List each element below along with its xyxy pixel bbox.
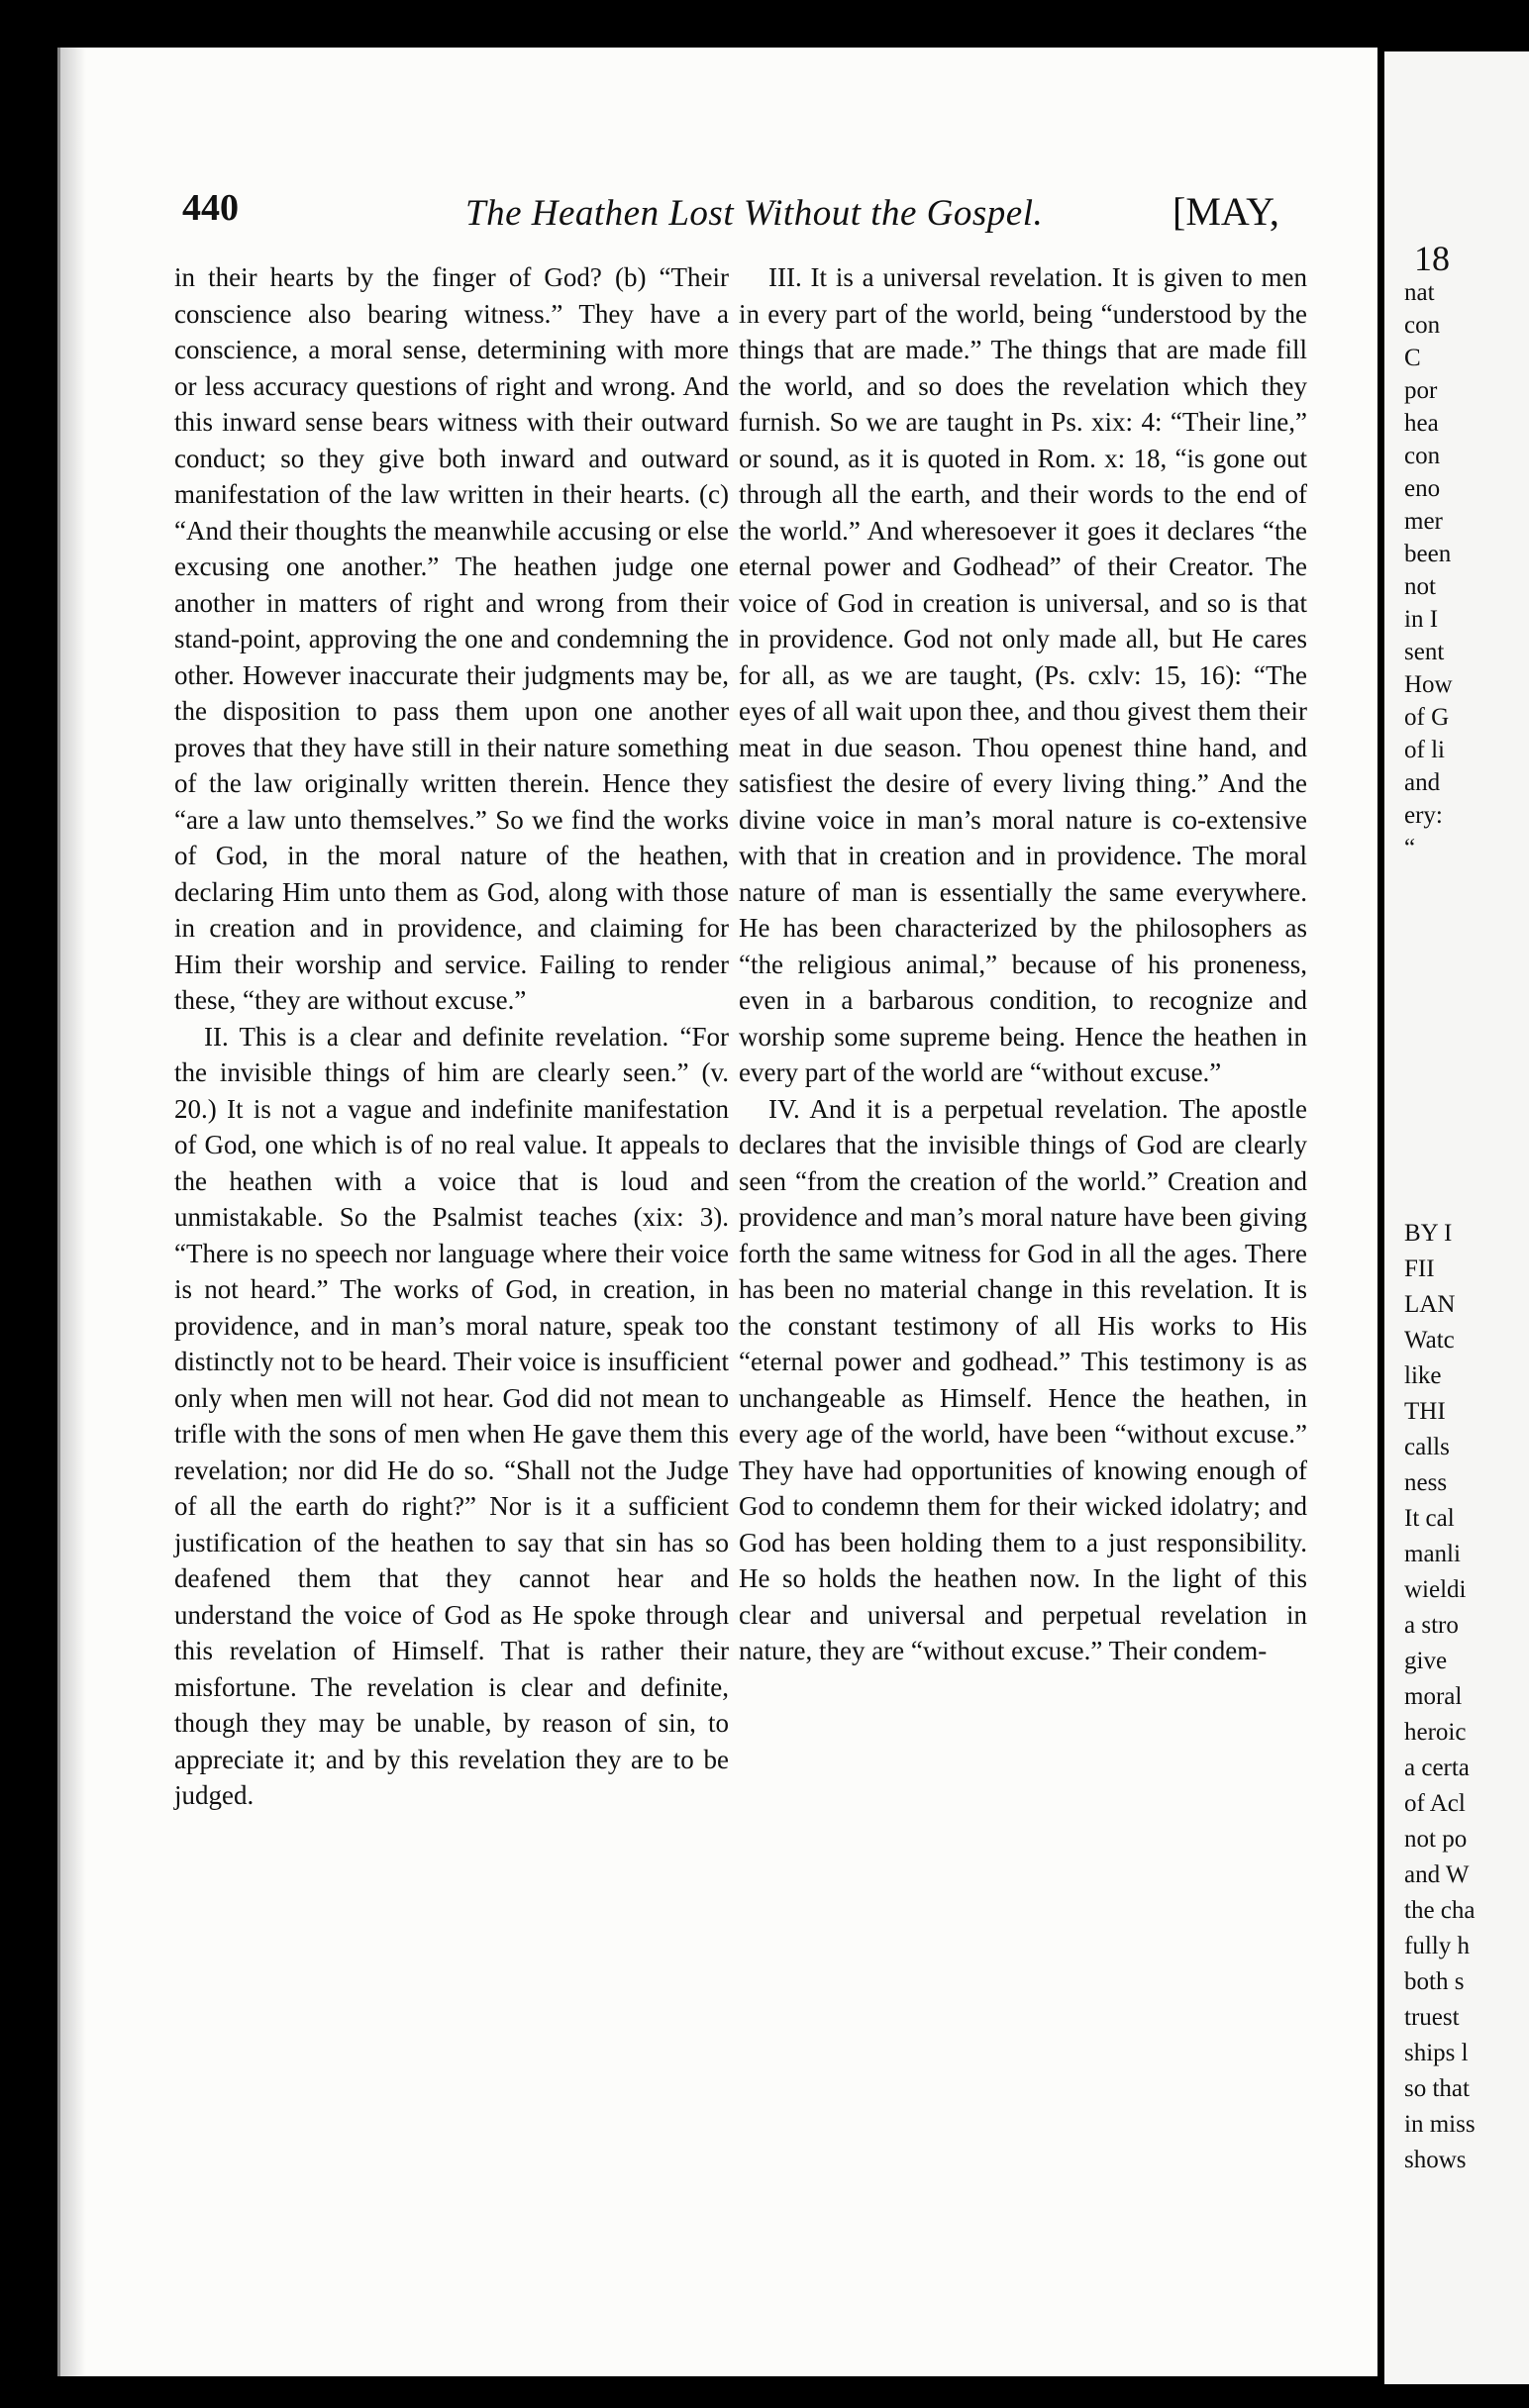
facing-page-line: nat (1404, 279, 1435, 306)
facing-page-line: Watc (1404, 1327, 1455, 1354)
facing-page-line: hea (1404, 410, 1439, 437)
facing-page-line: ships l (1404, 2040, 1469, 2066)
facing-page-line: a stro (1404, 1612, 1459, 1639)
facing-page-line: and (1404, 769, 1441, 796)
left-column (174, 259, 729, 1814)
paragraph: in their hearts by the finger of God? (b) “Their conscience also bearing witness.” They have a conscience, a moral sense, determining with more or less accuracy questions of right and wrong. And this inward sense bears witness with their outward conduct; so they give both inward and outward manifestation of the law written in their hearts. (c) “And their thoughts the meanwhile accusing or else excusing one another.” The heathen judge one another in matters of right and wrong from their stand-point, approving the one and condemning the other. However inaccurate their judgments may be, the disposition to pass them upon one another proves that they have still in their nature something of the law originally written therein. Hence they “are a law unto themselves.” So we find the works of God, in the moral nature of the heathen, declaring Him unto them as God, along with those in creation and in providence, and claiming for Him their worship and service. Failing to render these, “they are without excuse.” (174, 262, 729, 1015)
running-title: The Heathen Lost Without the Gospel. (465, 193, 1044, 234)
facing-page-line: manli (1404, 1541, 1461, 1567)
facing-page-line: eno (1404, 475, 1441, 502)
page-number: 440 (182, 187, 239, 229)
facing-page-line: truest (1404, 2004, 1460, 2031)
facing-page-line: been (1404, 541, 1452, 567)
facing-page-line: of G (1404, 704, 1450, 731)
facing-page-line: give (1404, 1648, 1448, 1674)
facing-page-line: calls (1404, 1434, 1450, 1460)
facing-page-line: It cal (1404, 1505, 1455, 1532)
facing-page-line: heroic (1404, 1719, 1467, 1746)
page-gutter-shadow (60, 48, 86, 2376)
right-column (739, 259, 1307, 1669)
facing-page-line: “ (1404, 835, 1416, 861)
facing-page-line: LAN (1404, 1291, 1456, 1318)
running-month: [MAY, (1172, 189, 1279, 234)
facing-page-line: por (1404, 377, 1438, 404)
facing-page-line: of Acl (1404, 1790, 1466, 1817)
facing-page-line: like (1404, 1362, 1442, 1389)
facing-page-line: both s (1404, 1968, 1465, 1995)
facing-page-line: C (1404, 345, 1421, 371)
facing-page-line: the cha (1404, 1897, 1476, 1924)
facing-page-header: 18 (1414, 239, 1450, 278)
facing-page-line: sent (1404, 639, 1445, 665)
facing-page-line: ness (1404, 1469, 1448, 1496)
facing-page-line: con (1404, 443, 1441, 469)
facing-page-line: of li (1404, 737, 1445, 763)
facing-page-line: not (1404, 573, 1436, 600)
facing-page-line: con (1404, 312, 1441, 339)
facing-page-line: ery: (1404, 802, 1443, 829)
facing-page-line: BY I (1404, 1220, 1453, 1247)
facing-page-line: a certa (1404, 1755, 1470, 1781)
facing-page-line: wieldi (1404, 1576, 1467, 1603)
facing-page-line: and W (1404, 1861, 1470, 1888)
facing-page-line: FII (1404, 1255, 1435, 1282)
facing-page-line: THI (1404, 1398, 1446, 1425)
facing-page-fragment (1384, 51, 1529, 2384)
facing-page-line: How (1404, 671, 1453, 698)
facing-page-line: so that (1404, 2075, 1470, 2102)
facing-page-line: shows (1404, 2147, 1467, 2173)
facing-page-line: in miss (1404, 2111, 1476, 2138)
paragraph: III. It is a universal revelation. It is given to men in every part of the world, being “understood by the things that are made.” The things that are made fill the world, and so does the revelation which they furnish. So we are taught in Ps. xix: 4: “Their line,” or sound, as it is quoted in Rom. x: 18, “is gone out through all the earth, and their words to the end of the world.” And wheresoever it goes it declares “the eternal power and Godhead” of their Creator. The voice of God in creation is universal, and so is that in providence. God not only made all, but He cares for all, as we are taught, (Ps. cxlv: 15, 16): “The eyes of all wait upon thee, and thou givest them their meat in due season. Thou openest thine hand, and satisfiest the desire of every living thing.” And the divine voice in man’s moral nature is co-extensive with that in creation and in providence. The moral nature of man is essentially the same everywhere. He has been characterized by the philosophers as “the religious animal,” because of his proneness, even in a barbarous condition, to recognize and worship some supreme being. Hence the heathen in every part of the world are “without excuse.” (739, 262, 1307, 1087)
facing-page-line: moral (1404, 1683, 1463, 1710)
facing-page-line: not po (1404, 1826, 1468, 1853)
facing-page-line: fully h (1404, 1933, 1470, 1959)
facing-page-line: mer (1404, 508, 1443, 535)
facing-page-line: in I (1404, 606, 1439, 633)
paragraph: IV. And it is a perpetual revelation. The apostle declares that the invisible things of God are clearly seen “from the creation of the world.” Creation and providence and man’s moral nature have been giving forth the same witness for God in all the ages. There has been no material change in this revelation. It is the constant testimony of all His works to His “eternal power and godhead.” This testimony is as unchangeable as Himself. Hence the heathen, in every age of the world, have been “without excuse.” They have had opportunities of knowing enough of God to condemn them for their wicked idolatry; and God has been holding them to a just responsibility. He so holds the heathen now. In the light of this clear and universal and perpetual revelation in nature, they are “without excuse.” Their condem- (739, 1093, 1307, 1665)
paragraph: II. This is a clear and definite revelation. “For the invisible things of him are clearly seen.” (v. 20.) It is not a vague and indefinite manifestation of God, one which is of no real value. It appeals to the heathen with a voice that is loud and unmistakable. So the Psalmist teaches (xix: 3). “There is no speech nor language where their voice is not heard.” The works of God, in creation, in providence, and in man’s moral nature, speak too distinctly not to be heard. Their voice is insufficient only when men will not hear. God did not mean to trifle with the sons of men when He gave them this revelation; nor did He do so. “Shall not the Judge of all the earth do right?” Nor is it a sufficient justification of the heathen to say that sin has so deafened them that they cannot hear and understand the voice of God as He spoke through this revelation of Himself. That is rather their misfortune. The revelation is clear and definite, though they may be unable, by reason of sin, to appreciate it; and by this revelation they are to be judged. (174, 1021, 729, 1810)
